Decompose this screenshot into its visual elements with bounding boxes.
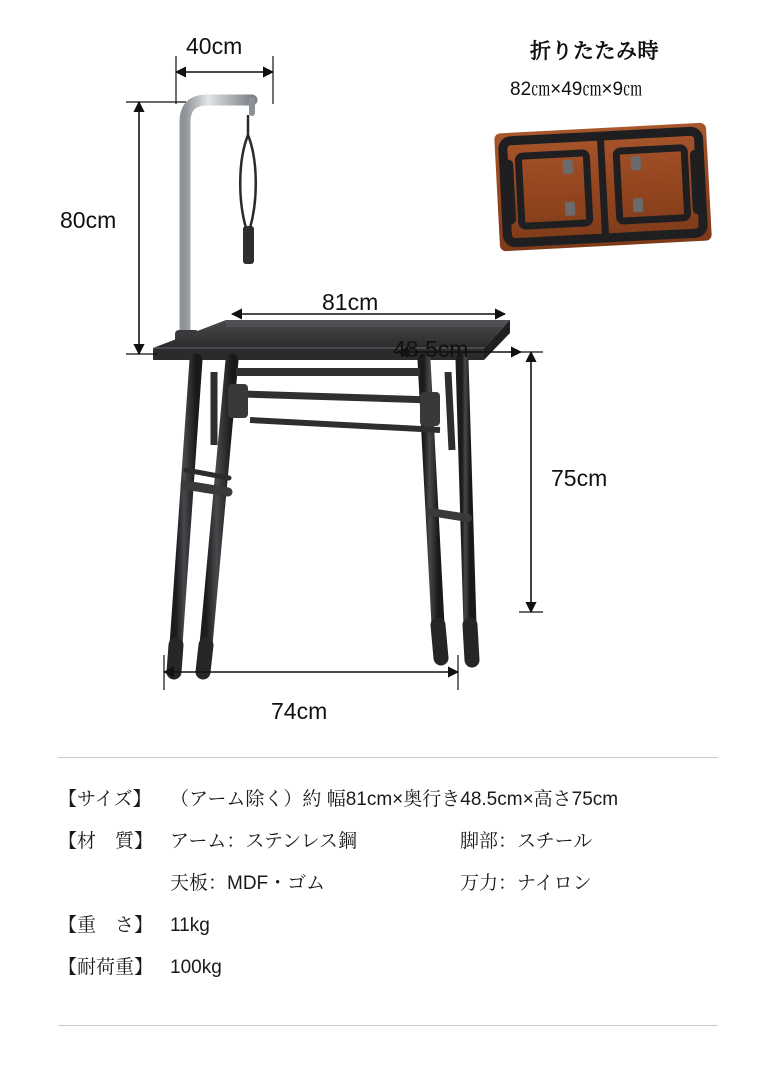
spec-value-size: （アーム除く）約 幅81cm×奥行き48.5cm×高さ75cm bbox=[170, 789, 619, 810]
dimension-label-table-depth: 48.5cm bbox=[393, 336, 469, 362]
dimension-label-table-width: 81cm bbox=[322, 289, 379, 315]
dimension-label-leg-span: 74cm bbox=[271, 698, 328, 724]
spec-value-material-clamp: 万力：ナイロン bbox=[460, 872, 592, 894]
spec-key-capacity: 【耐荷重】 bbox=[58, 956, 154, 978]
folded-table-illustration bbox=[494, 123, 712, 252]
spec-value-material-top: 天板：MDF・ゴム bbox=[170, 872, 326, 894]
spec-row-capacity bbox=[58, 958, 738, 978]
folded-title: 折りたたみ時 bbox=[530, 40, 659, 63]
spec-row-size bbox=[58, 790, 738, 810]
spec-key-weight: 【重 さ】 bbox=[58, 914, 154, 936]
spec-value-material-arm: アーム：ステンレス鋼 bbox=[170, 830, 358, 852]
dimension-label-table-height: 75cm bbox=[551, 465, 608, 491]
dimension-label-arm-height: 80cm bbox=[60, 207, 117, 233]
spec-row-weight bbox=[58, 916, 738, 936]
spec-value-weight: 11kg bbox=[170, 914, 210, 936]
spec-row-material bbox=[58, 832, 738, 894]
spec-key-material: 【材 質】 bbox=[58, 830, 154, 852]
dimension-label-arm-width: 40cm bbox=[186, 33, 243, 59]
divider-top bbox=[58, 757, 718, 758]
spec-table bbox=[58, 790, 738, 978]
spec-value-material bbox=[170, 832, 738, 894]
divider-bottom bbox=[58, 1025, 718, 1026]
folded-size: 82㎝×49㎝×9㎝ bbox=[510, 79, 643, 100]
spec-key-size: 【サイズ】 bbox=[58, 789, 152, 810]
spec-value-material-leg: 脚部：スチール bbox=[460, 830, 593, 852]
spec-value-capacity: 100kg bbox=[170, 956, 222, 978]
